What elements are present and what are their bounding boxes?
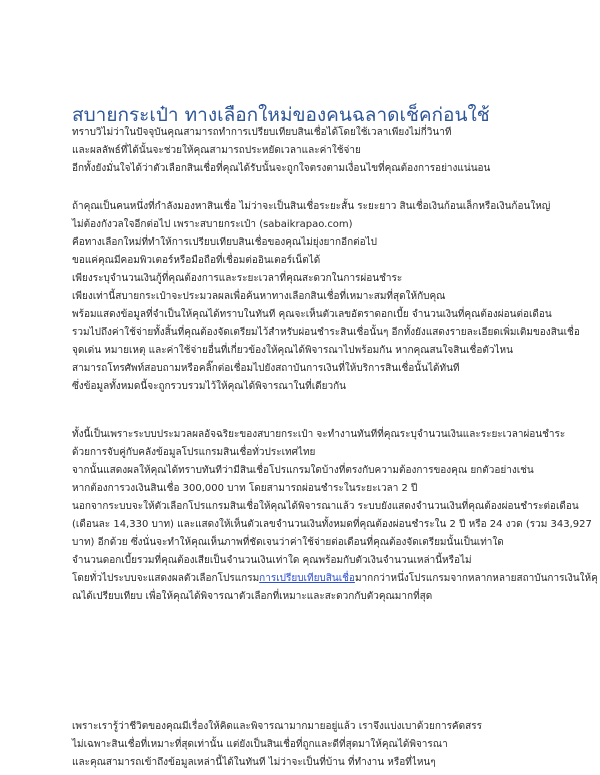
link-line-after: มากกว่าหนึ่งโปรแกรมจากหลากหลายสถาบันการเงินให้คุ [354, 573, 598, 584]
text-line: ถ้าคุณเป็นคนหนึ่งที่กำลังมองหาสินเชื่อ ไม่ว่าจะเป็นสินเชื่อระยะสั้น ระยะยาว สินเชื่อเงินก้อนเล็กหรือเงินก้อนใหญ่ [72, 201, 551, 212]
text-line: ไม่เฉพาะสินเชื่อที่เหมาะที่สุดเท่านั้น แต่ยังเป็นสินเชื่อที่ถูกและดีที่สุดมาให้คุณได้พิจารณา [72, 739, 448, 750]
text-line: (เดือนละ 14,330 บาท) และแสดงให้เห็นตัวเลขจำนวนเงินทั้งหมดที่คุณต้องผ่อนชำระใน 2 ปี หรือ 24 งวด (รวม 343,927 [72, 519, 592, 530]
text-line: สามารถโทรศัพท์สอบถามหรือคลิ๊กต่อเชื่อมไปยังสถาบันการเงินที่ให้บริการสินเชื่อนั้นได้ทันที [72, 363, 460, 374]
description-paragraph [72, 198, 580, 396]
text-line: และผลลัพธ์ที่ได้นั้นจะช่วยให้คุณสามารถประหยัดเวลาและค่าใช้จ่าย [72, 145, 361, 156]
text-line: จำนวนดอกเบี้ยรวมที่คุณต้องเสียเป็นจำนวนเงินเท่าใด คุณพร้อมกับตัวเงินจำนวนเหล่านี้หรือไม่ [72, 555, 472, 566]
intro-paragraph [72, 124, 532, 178]
text-line: จากนั้นแสดงผลให้คุณได้ทราบทันทีว่ามีสินเชื่อโปรแกรมใดบ้างที่ตรงกับความต้องการของคุณ ยกตัวอย่างเช่น [72, 465, 534, 476]
text-line: ซึ่งข้อมูลทั้งหมดนี้จะถูกรวบรวมไว้ให้คุณได้พิจารณาในที่เดียวกัน [72, 381, 346, 392]
text-line: ณได้เปรียบเทียบ เพื่อให้คุณได้พิจารณาตัวเลือกที่เหมาะและสะดวกกับตัวคุณมากที่สุด [72, 591, 433, 602]
text-line: ทั้งนี้เป็นเพราะระบบประมวลผลอัจฉริยะของสบายกระเป๋า จะทำงานทันทีที่คุณระบุจำนวนเงินและระยะเวลาผ่อนชำระ [72, 429, 566, 440]
text-line-with-link [72, 570, 598, 588]
text-line: เพียงเท่านี้สบายกระเป๋าจะประมวลผลเพื่อค้นหาทางเลือกสินเชื่อที่เหมาะสมที่สุดให้กับคุณ [72, 291, 446, 302]
text-line: และคุณสามารถเข้าถึงข้อมูลเหล่านี้ได้ในทันที ไม่ว่าจะเป็นที่บ้าน ที่ทำงาน หรือที่ไหนๆ [72, 757, 436, 768]
text-line: ไม่ต้องกังวลใจอีกต่อไป เพราะสบายกระเป๋า (sabaikrapao.com) [72, 219, 353, 230]
text-line: บาท) อีกด้วย ซึ่งนั่นจะทำให้คุณเห็นภาพที่ชัดเจนว่าค่าใช้จ่ายต่อเดือนที่คุณต้องจัดเตรียมนั้นเป็นเท่าใด [72, 537, 504, 548]
text-line: ขอแค่คุณมีคอมพิวเตอร์หรือมือถือที่เชื่อมต่ออินเตอร์เน็ตได้ [72, 255, 321, 266]
text-line: ด้วยการจับคู่กับคลังข้อมูลโปรแกรมสินเชื่อทั่วประเทศไทย [72, 447, 316, 458]
loan-comparison-link[interactable]: การเปรียบเทียบสินเชื่อ [259, 573, 355, 584]
text-line: คือทางเลือกใหม่ที่ทำให้การเปรียบเทียบสินเชื่อของคุณไม่ยุ่งยากอีกต่อไป [72, 237, 378, 248]
text-line: รวมไปถึงค่าใช้จ่ายทั้งสิ้นที่คุณต้องจัดเตรียมไว้สำหรับผ่อนชำระสินเชื่อนั้นๆ อีกทั้งยังแสดงรายละเอียดเพิ่มเติมของสินเชื่อ [72, 327, 580, 338]
text-line: อีกทั้งยังมั่นใจได้ว่าตัวเลือกสินเชื่อที่คุณได้รับนั้นจะถูกใจตรงตามเงื่อนไขที่คุณต้องการอย่างแน่นอน [72, 163, 491, 174]
link-line-before: โดยทั่วไประบบจะแสดงผลตัวเลือกโปรแกรม [72, 573, 260, 584]
page-title: สบายกระเป๋า ทางเลือกใหม่ของคนฉลาดเช็คก่อนใช้ [72, 103, 490, 126]
text-line: จุดเด่น หมายเหตุ และค่าใช้จ่ายอื่นที่เกี่ยวข้องให้คุณได้พิจารณาไปพร้อมกัน หากคุณสนใจสินเชื่อตัวไหน [72, 345, 513, 356]
example-paragraph [72, 426, 598, 606]
closing-paragraph [72, 718, 532, 772]
text-line: หากต้องการวงเงินสินเชื่อ 300,000 บาท โดยสามารถผ่อนชำระในระยะเวลา 2 ปี [72, 483, 418, 494]
text-line: พร้อมแสดงข้อมูลที่จำเป็นให้คุณได้ทราบในทันที คุณจะเห็นตัวเลขอัตราดอกเบี้ย จำนวนเงินที่คุณต้องผ่อนต่อเดือน [72, 309, 552, 320]
text-line: เพราะเรารู้ว่าชีวิตของคุณมีเรื่องให้คิดและพิจารณามากมายอยู่แล้ว เราจึงแบ่งเบาด้วยการคัดสรร [72, 721, 482, 732]
text-line: เพียงระบุจำนวนเงินกู้ที่คุณต้องการและระยะเวลาที่คุณสะดวกในการผ่อนชำระ [72, 273, 403, 284]
text-line: นอกจากระบบจะให้ตัวเลือกโปรแกรมสินเชื่อให้คุณได้พิจารณาแล้ว ระบบยังแสดงจำนวนเงินที่คุณต้องผ่อนชำระต่อเดือน [72, 501, 579, 512]
text-line: ทราบวิไม่ว่าในปัจจุบันคุณสามารถทำการเปรียบเทียบสินเชื่อได้โดยใช้เวลาเพียงไม่กี่วินาที [72, 127, 452, 138]
